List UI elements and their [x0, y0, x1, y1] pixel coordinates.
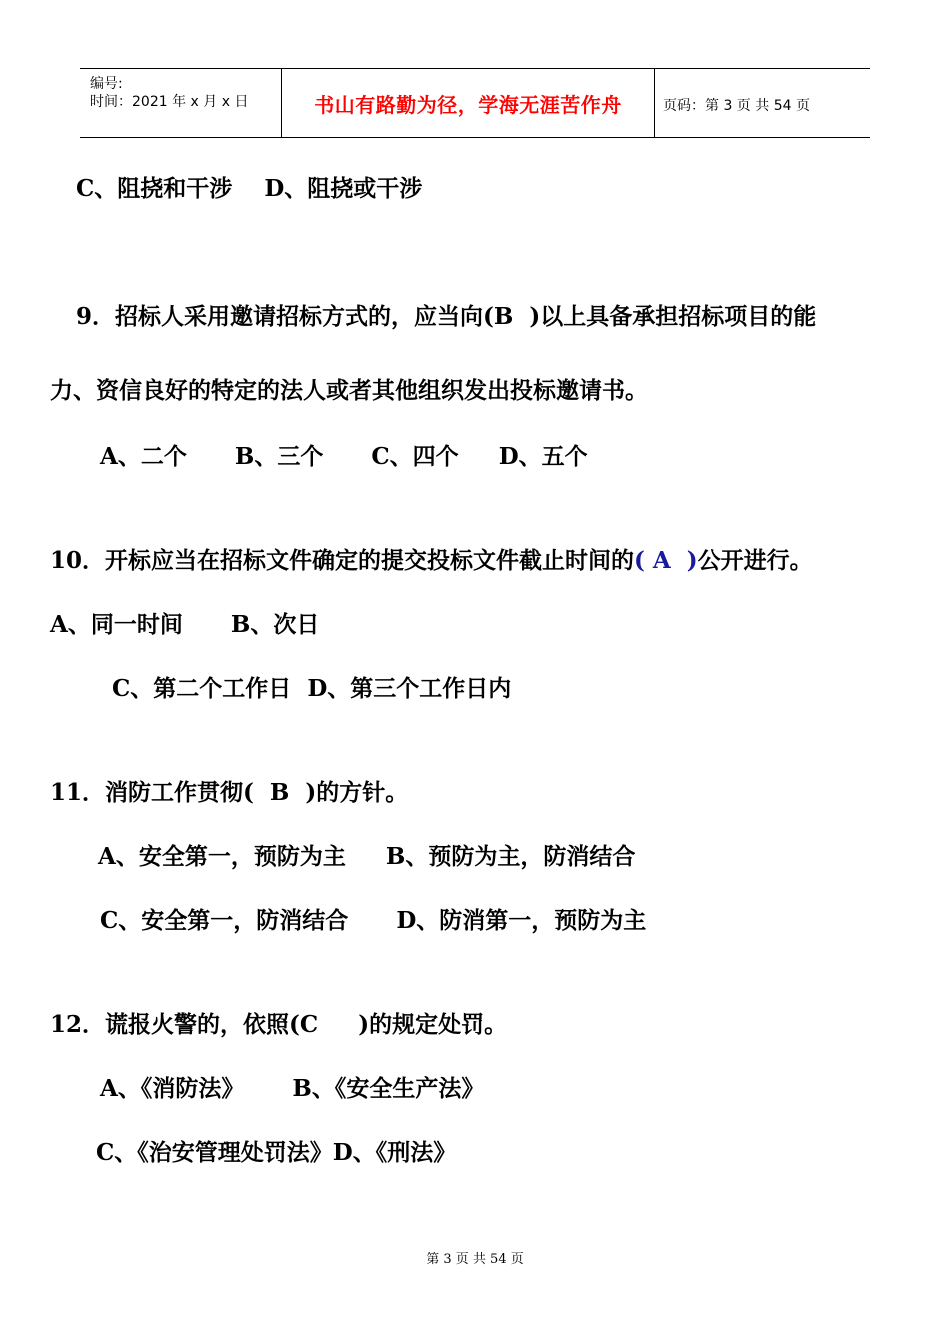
- q8-options-cd: C、阻挠和干涉 D、阻挠或干涉: [76, 175, 423, 202]
- document-header: [80, 68, 870, 138]
- q9-options: A、二个 B、三个 C、四个 D、五个: [100, 443, 588, 470]
- q10-answer: ( A ): [634, 547, 698, 574]
- page-footer: 第 3 页 共 54 页: [426, 1252, 524, 1267]
- document-date-label: 时间：2021 年 x 月 x 日: [90, 94, 249, 110]
- q10-text-post: 公开进行。: [697, 547, 813, 574]
- header-meta-cell: [80, 69, 280, 137]
- q10-text-pre: 10．开标应当在招标文件确定的提交投标文件截止时间的: [50, 547, 635, 574]
- q9-text-line2: 力、资信良好的特定的法人或者其他组织发出投标邀请书。: [50, 377, 648, 404]
- q12-text: 12．谎报火警的，依照(C )的规定处罚。: [50, 1011, 508, 1038]
- q10-options-cd: C、第二个工作日 D、第三个工作日内: [112, 675, 512, 702]
- q11-options-ab: A、安全第一，预防为主 B、预防为主，防消结合: [98, 843, 636, 870]
- q10-text: [50, 542, 813, 575]
- q11-text: 11．消防工作贯彻( B )的方针。: [50, 779, 409, 806]
- header-motto: 书山有路勤为径，学海无涯苦作舟: [314, 93, 622, 117]
- q9-text-line1: 9．招标人采用邀请招标方式的，应当向(B )以上具备承担招标项目的能: [76, 303, 817, 330]
- q11-options-cd: C、安全第一，防消结合 D、防消第一，预防为主: [100, 907, 647, 934]
- q12-options-ab: A、《消防法》 B、《安全生产法》: [100, 1075, 485, 1102]
- document-number-label: 编号:: [90, 76, 123, 92]
- q10-options-ab: A、同一时间 B、次日: [50, 611, 320, 638]
- header-motto-cell: [281, 69, 655, 137]
- q12-options-cd: C、《治安管理处罚法》D、《刑法》: [96, 1139, 457, 1166]
- header-page-cell: [655, 69, 870, 137]
- header-page-info: 页码：第 3 页 共 54 页: [663, 98, 810, 114]
